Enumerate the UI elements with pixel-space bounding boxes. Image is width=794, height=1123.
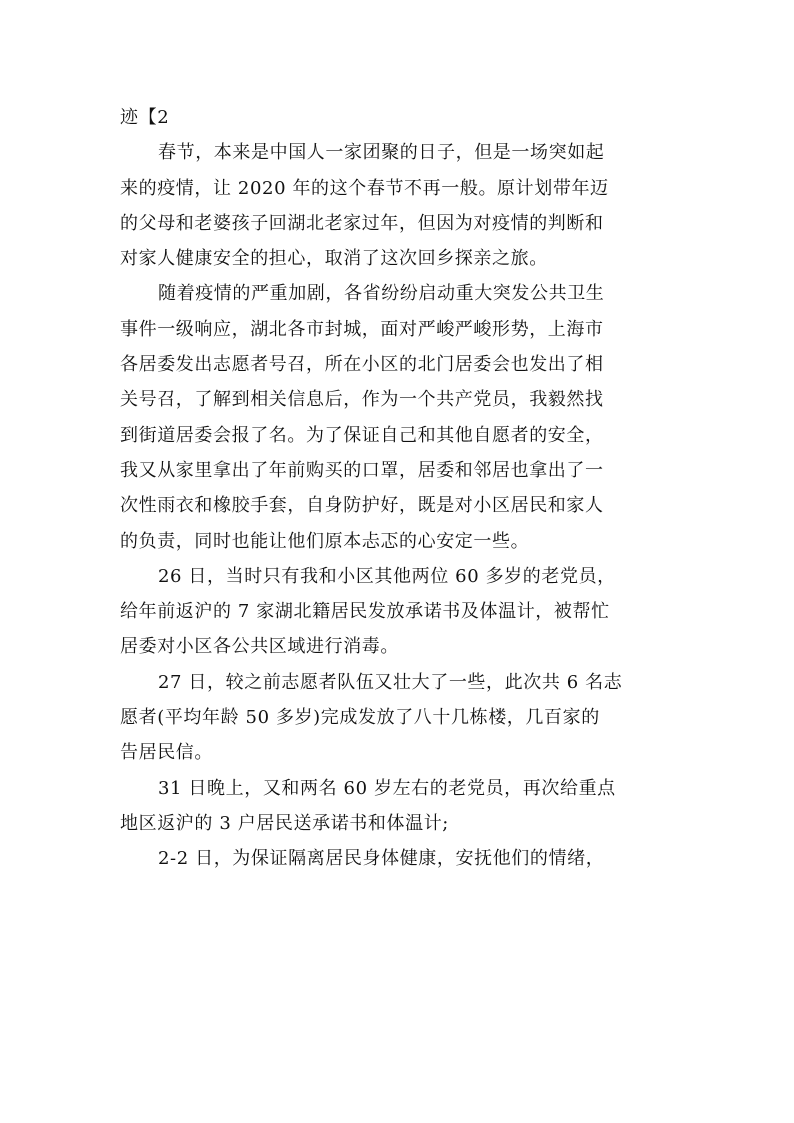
text-line: 各居委发出志愿者号召，所在小区的北门居委会也发出了相 — [120, 354, 604, 376]
text-line: 26 日，当时只有我和小区其他两位 60 多岁的老党员， — [158, 565, 616, 587]
text-line: 次性雨衣和橡胶手套，自身防护好，既是对小区居民和家人 — [120, 495, 604, 517]
text-line: 的负责，同时也能让他们原本忐忑的心安定一些。 — [120, 530, 530, 552]
text-line: 随着疫情的严重加剧，各省纷纷启动重大突发公共卫生 — [158, 283, 605, 305]
text-line: 告居民信。 — [120, 742, 213, 764]
text-line: 居委对小区各公共区域进行消毒。 — [120, 636, 399, 658]
text-line: 关号召，了解到相关信息后，作为一个共产党员，我毅然找 — [120, 389, 604, 411]
text-line: 来的疫情，让 2020 年的这个春节不再一般。原计划带年迈 — [120, 177, 609, 199]
document-body — [120, 100, 680, 877]
text-line: 31 日晚上，又和两名 60 岁左右的老党员，再次给重点 — [158, 777, 616, 799]
text-line: 27 日，较之前志愿者队伍又壮大了一些，此次共 6 名志 — [158, 671, 623, 693]
text-line: 2-2 日，为保证隔离居民身体健康，安抚他们的情绪， — [158, 848, 605, 870]
text-line: 迹【2 — [120, 107, 170, 128]
text-line: 给年前返沪的 7 家湖北籍居民发放承诺书及体温计，被帮忙 — [120, 601, 610, 623]
text-line: 对家人健康安全的担心，取消了这次回乡探亲之旅。 — [120, 248, 548, 270]
text-line: 地区返沪的 3 户居民送承诺书和体温计; — [120, 812, 449, 834]
text-line: 的父母和老婆孩子回湖北老家过年，但因为对疫情的判断和 — [120, 212, 604, 234]
text-line: 到街道居委会报了名。为了保证自己和其他自愿者的安全， — [120, 424, 604, 446]
text-line: 愿者(平均年龄 50 多岁)完成发放了八十几栋楼，几百家的 — [120, 707, 600, 729]
text-line: 春节，本来是中国人一家团聚的日子，但是一场突如起 — [158, 142, 605, 164]
text-line: 我又从家里拿出了年前购买的口罩，居委和邻居也拿出了一 — [120, 459, 604, 481]
text-line: 事件一级响应，湖北各市封城，面对严峻严峻形势，上海市 — [120, 318, 604, 340]
